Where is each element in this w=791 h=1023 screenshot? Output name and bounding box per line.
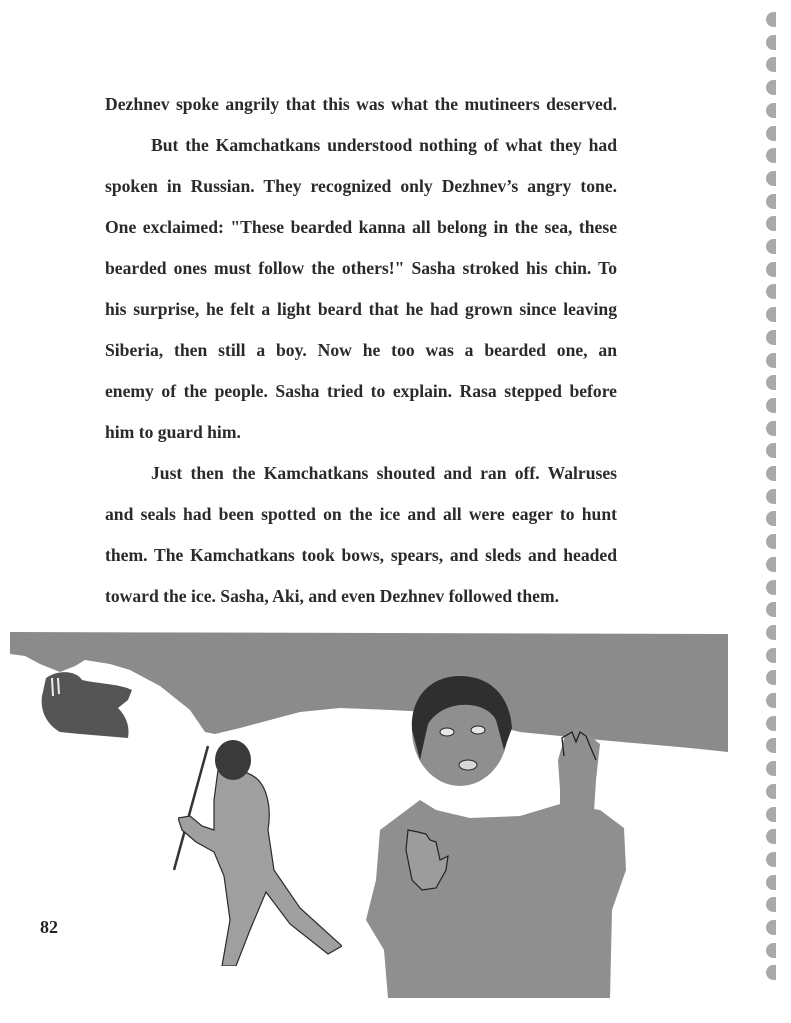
text-line: his surprise, he felt a light beard that he had grown since leaving [105, 299, 617, 319]
text-line: and seals had been spotted on the ice and all were eager to hunt [105, 504, 617, 524]
text-line: But the Kamchatkans understood nothing of what they had [151, 135, 617, 155]
binding-hole [766, 398, 776, 413]
text-line: spoken in Russian. They recognized only Dezhnev’s angry tone. [105, 176, 617, 196]
binding-hole [766, 920, 776, 935]
binding-hole [766, 852, 776, 867]
binding-hole [766, 12, 776, 27]
binding-hole [766, 534, 776, 549]
binding-hole [766, 897, 776, 912]
eye-right [471, 726, 485, 734]
binding-hole [766, 330, 776, 345]
hunter-figure [178, 769, 342, 966]
binding-hole [766, 262, 776, 277]
binding-hole [766, 239, 776, 254]
binding-hole [766, 443, 776, 458]
text-line: them. The Kamchatkans took bows, spears, and sleds and headed [105, 545, 617, 565]
binding-hole [766, 807, 776, 822]
binding-hole [766, 670, 776, 685]
binding-hole [766, 216, 776, 231]
binding-hole [766, 784, 776, 799]
binding-hole [766, 375, 776, 390]
binding-hole [766, 693, 776, 708]
binding-hole [766, 307, 776, 322]
eye-left [440, 728, 454, 736]
binding-hole [766, 421, 776, 436]
text-line: bearded ones must follow the others!" Sasha stroked his chin. To [105, 258, 617, 278]
spiral-binding [766, 12, 780, 1002]
binding-hole [766, 829, 776, 844]
text-line: Siberia, then still a boy. Now he too was a bearded one, an [105, 340, 617, 360]
binding-hole [766, 875, 776, 890]
binding-hole [766, 580, 776, 595]
binding-hole [766, 466, 776, 481]
page-number: 82 [40, 917, 58, 937]
binding-hole [766, 171, 776, 186]
binding-hole [766, 194, 776, 209]
binding-hole [766, 738, 776, 753]
large-figure-body [366, 800, 626, 998]
text-line: One exclaimed: "These bearded kanna all belong in the sea, these [105, 217, 617, 237]
binding-hole [766, 35, 776, 50]
text-line: Dezhnev spoke angrily that this was what the mutineers deserved. [105, 94, 617, 114]
binding-hole [766, 57, 776, 72]
hunter-head [215, 740, 251, 780]
binding-hole [766, 602, 776, 617]
walrus-silhouette [42, 672, 132, 738]
text-line: Just then the Kamchatkans shouted and ran off. Walruses [151, 463, 617, 483]
binding-hole [766, 557, 776, 572]
binding-hole [766, 80, 776, 95]
binding-hole [766, 353, 776, 368]
text-line: enemy of the people. Sasha tried to explain. Rasa stepped before [105, 381, 617, 401]
binding-hole [766, 148, 776, 163]
binding-hole [766, 126, 776, 141]
binding-hole [766, 489, 776, 504]
text-line: toward the ice. Sasha, Aki, and even Dezhnev followed them. [105, 586, 560, 606]
binding-hole [766, 511, 776, 526]
binding-hole [766, 716, 776, 731]
binding-hole [766, 284, 776, 299]
large-figure-arm [558, 728, 600, 812]
cut-paper-illustration [0, 620, 740, 1000]
binding-hole [766, 761, 776, 776]
binding-hole [766, 965, 776, 980]
text-line: him to guard him. [105, 422, 241, 442]
mouth [459, 760, 477, 770]
spear [174, 746, 208, 870]
binding-hole [766, 648, 776, 663]
binding-hole [766, 103, 776, 118]
binding-hole [766, 943, 776, 958]
binding-hole [766, 625, 776, 640]
body-text [105, 84, 617, 617]
